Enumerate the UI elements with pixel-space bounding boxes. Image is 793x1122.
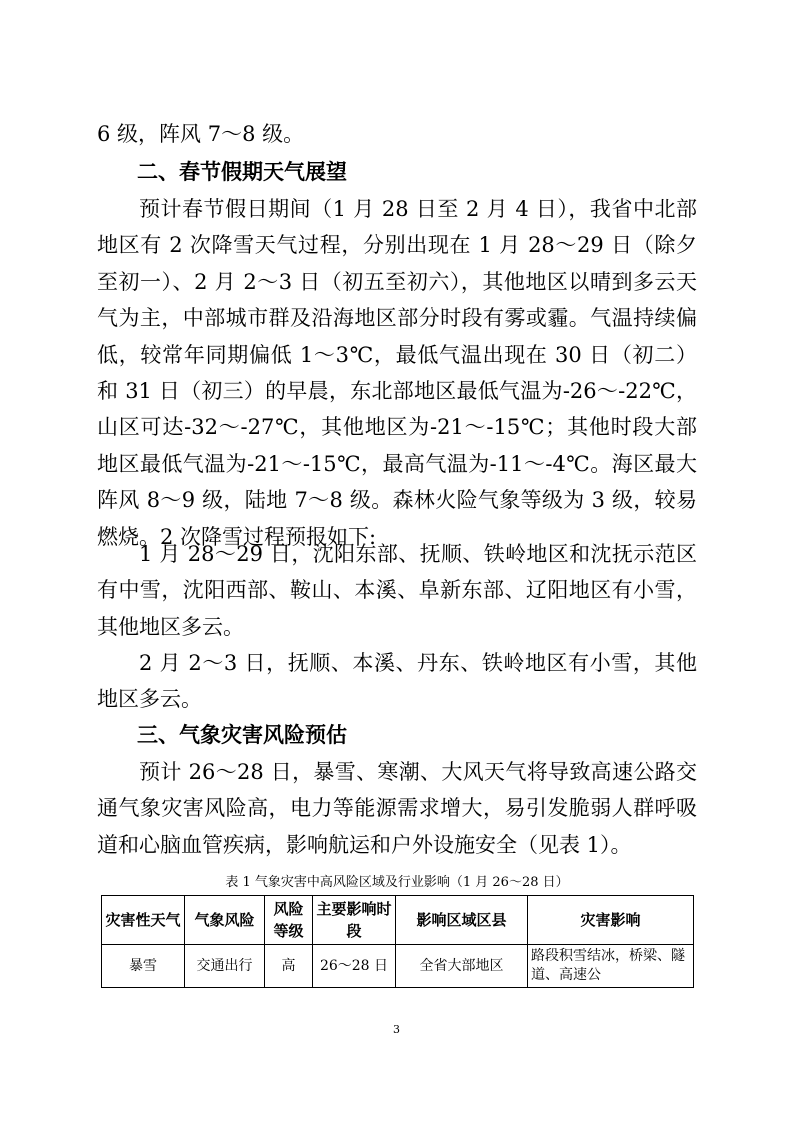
paragraph-risk-assessment: 预计 26～28 日，暴雪、寒潮、大风天气将导致高速公路交通气象灾害风险高，电力等能源需求增大，易引发脆弱人群呼吸道和心脑血管疾病，影响航运和户外设施安全（见表 1）。: [97, 760, 697, 857]
cell-risk-level: 高: [265, 945, 313, 988]
header-affected-counties: 影响区域区县: [396, 896, 528, 945]
paragraph-snow-jan-28-29: 1 月 28～29 日，沈阳东部、抚顺、铁岭地区和沈抚示范区有中雪，沈阳西部、鞍山、本溪、阜新东部、辽阳地区有小雪，其他地区多云。: [97, 542, 697, 639]
header-impact-period: 主要影响时段: [313, 896, 396, 945]
table-row: [102, 945, 694, 988]
cell-affected-counties: 全省大部地区: [396, 945, 528, 988]
section-heading-risk-assessment: 三、气象灾害风险预估: [137, 723, 347, 747]
table-caption: 表 1 气象灾害中高风险区域及行业影响（1 月 26～28 日）: [225, 875, 569, 890]
paragraph-holiday-forecast: 预计春节假日期间（1 月 28 日至 2 月 4 日），我省中北部地区有 2 次降雪天气过程，分别出现在 1 月 28～29 日（除夕至初一）、2 月 2～3 日（初五至初六），其他地区以晴到多云天气为主，中部城市群及沿海地区部分时段有雾或霾。气温持续偏低，较常年同期偏低 1～3℃，最低气温出现在 30 日（初二）和 31 日（初三）的早晨，东北部地区最低气温为-26～-22℃，山区可达-32～-27℃，其他地区为-21～-15℃；其他时段大部地区最低气温为-21～-15℃，最高气温为-11～-4℃。海区最大阵风 8～9 级，陆地 7～8 级。森林火险气象等级为 3 级，较易燃烧。2 次降雪过程预报如下:: [97, 197, 697, 549]
cell-hazard-weather: 暴雪: [102, 945, 185, 988]
paragraph-wind-continuation: 6 级，阵风 7～8 级。: [97, 122, 305, 146]
section-heading-spring-festival-outlook: 二、春节假期天气展望: [137, 160, 347, 184]
header-hazard-weather: 灾害性天气: [102, 896, 185, 945]
cell-meteorological-risk: 交通出行: [185, 945, 265, 988]
header-disaster-impact: 灾害影响: [528, 896, 694, 945]
page-number: 3: [393, 1023, 400, 1036]
table-header-row: [102, 896, 694, 945]
header-meteorological-risk: 气象风险: [185, 896, 265, 945]
risk-table: [101, 895, 694, 988]
header-risk-level: 风险等级: [265, 896, 313, 945]
cell-disaster-impact: 路段积雪结冰，桥梁、隧道、高速公: [528, 945, 694, 988]
paragraph-snow-feb-2-3: 2 月 2～3 日，抚顺、本溪、丹东、铁岭地区有小雪，其他地区多云。: [97, 651, 697, 712]
cell-impact-period: 26～28 日: [313, 945, 396, 988]
